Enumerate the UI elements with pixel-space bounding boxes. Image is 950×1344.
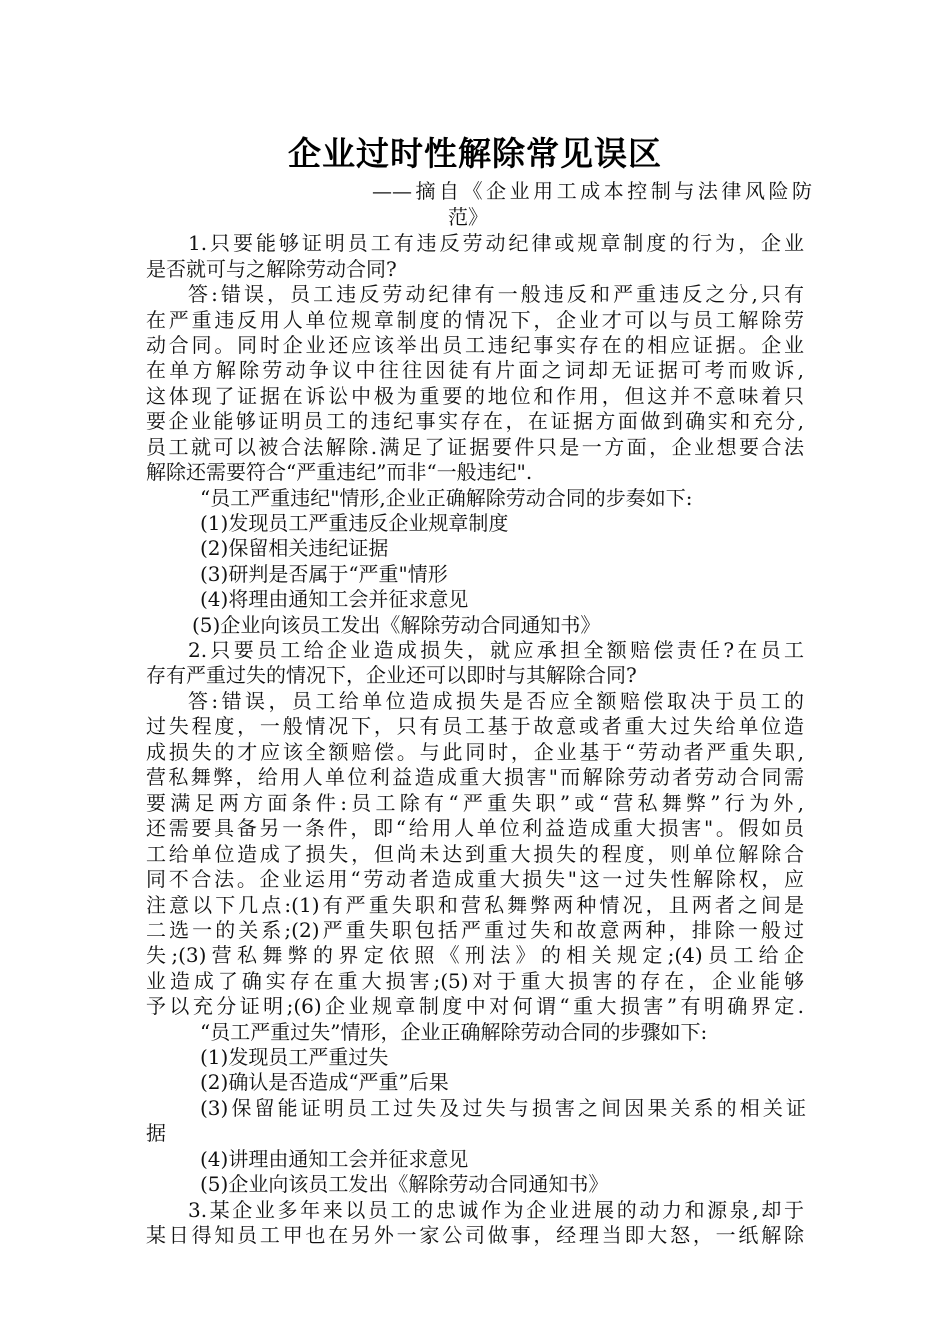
text-line: (1)发现员工严重过失 [200,1045,389,1069]
text-line: (1)发现员工严重违反企业规章制度 [200,511,509,535]
text-line: 解除还需要符合“严重违纪”而非“一般违纪". [146,460,533,484]
text-line: 二选一的关系;(2)严重失职包括严重过失和故意两种，排除一般过 [146,918,804,942]
text-line: (4)将理由通知工会并征求意见 [200,587,469,611]
text-line: (4)讲理由通知工会并征求意见 [200,1147,469,1171]
text-line: 同不合法。企业运用“劳动者造成重大损失"这一过失性解除权，应 [146,867,804,891]
text-line: 在单方解除劳动争议中往往因徒有片面之词却无证据可考而败诉, [146,358,804,382]
text-line: (5)企业向该员工发出《解除劳动合同通知书》 [200,1172,609,1196]
text-line: 动合同。同时企业还应该举出员工违纪事实存在的相应证据。企业 [146,333,804,357]
text-line: (2)保留相关违纪证据 [200,536,389,560]
text-line: 据 [146,1121,166,1145]
text-line: 答:错误，员工给单位造成损失是否应全额赔偿取决于员工的 [188,689,804,713]
text-line: 失;(3)营私舞弊的界定依照《刑法》的相关规定;(4)员工给企 [146,943,804,967]
text-line: 某日得知员工甲也在另外一家公司做事，经理当即大怒，一纸解除 [146,1223,804,1247]
text-line: “员工严重违纪"情形,企业正确解除劳动合同的步奏如下: [200,486,693,510]
text-line: (3)研判是否属于“严重"情形 [200,562,448,586]
document-title: 企业过时性解除常见误区 [288,134,662,173]
text-line: (5)企业向该员工发出《解除劳动合同通知书》 [192,613,601,637]
text-line: 2.只要员工给企业造成损失，就应承担全额赔偿责任?在员工 [188,638,804,662]
text-line: 这体现了证据在诉讼中极为重要的地位和作用，但这并不意味着只 [146,384,804,408]
text-line: 范》 [448,205,488,229]
text-line: 员工就可以被合法解除.满足了证据要件只是一方面，企业想要合法 [146,435,804,459]
text-line: 还需要具备另一条件，即“给用人单位利益造成重大损害"。假如员 [146,816,804,840]
text-line: ——摘自《企业用工成本控制与法律风险防 [372,179,812,203]
text-line: 过失程度，一般情况下，只有员工基于故意或者重大过失给单位造 [146,714,804,738]
text-line: (3)保留能证明员工过失及过失与损害之间因果关系的相关证 [200,1096,806,1120]
text-line: 要满足两方面条件:员工除有“严重失职”或“营私舞弊”行为外, [146,791,804,815]
text-line: 予以充分证明;(6)企业规章制度中对何谓“重大损害”有明确界定. [146,994,804,1018]
text-line: (2)确认是否造成“严重”后果 [200,1070,449,1094]
text-line: 3.某企业多年来以员工的忠诚作为企业进展的动力和源泉,却于 [188,1198,804,1222]
text-line: “员工严重过失”情形，企业正确解除劳动合同的步骤如下: [200,1020,708,1044]
text-line: 1.只要能够证明员工有违反劳动纪律或规章制度的行为，企业 [188,231,804,255]
text-line: 注意以下几点:(1)有严重失职和营私舞弊两种情况，且两者之间是 [146,893,804,917]
text-line: 业造成了确实存在重大损害;(5)对于重大损害的存在，企业能够 [146,969,804,993]
text-line: 在严重违反用人单位规章制度的情况下，企业才可以与员工解除劳 [146,308,804,332]
text-line: 成损失的才应该全额赔偿。与此同时，企业基于“劳动者严重失职, [146,740,804,764]
text-line: 是否就可与之解除劳动合同? [146,257,397,281]
text-line: 要企业能够证明员工的违纪事实存在，在证据方面做到确实和充分, [146,409,804,433]
text-line: 营私舞弊，给用人单位利益造成重大损害"而解除劳动者劳动合同需 [146,765,804,789]
text-line: 答:错误，员工违反劳动纪律有一般违反和严重违反之分,只有 [188,282,804,306]
text-line: 存有严重过失的情况下，企业还可以即时与其解除合同? [146,663,637,687]
text-line: 工给单位造成了损失，但尚未达到重大损失的程度，则单位解除合 [146,842,804,866]
